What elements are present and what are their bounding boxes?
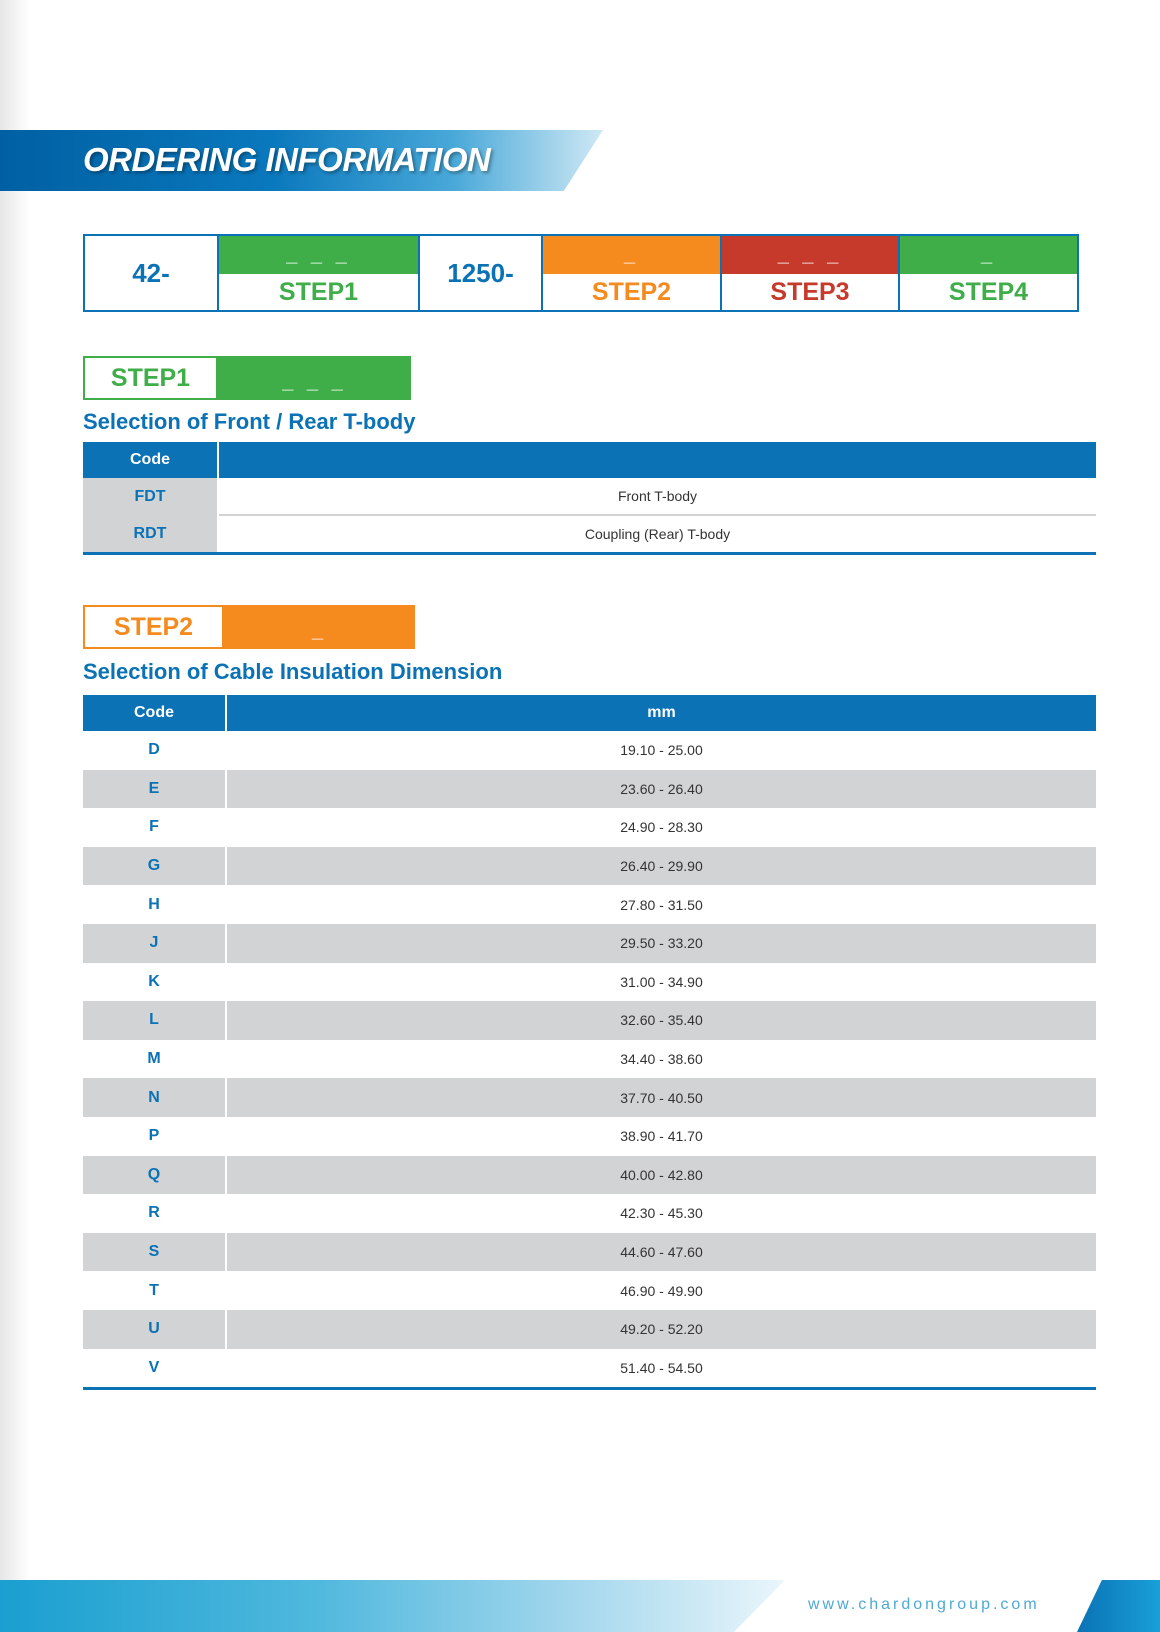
row-description: Front T-body: [218, 478, 1096, 515]
table-row: [83, 1271, 1096, 1310]
part-step2-label: STEP2: [591, 277, 672, 306]
table-row: [83, 1310, 1096, 1349]
row-mm-range: 51.40 - 54.50: [620, 1359, 703, 1376]
step1-tag-placeholder: _ _ _: [218, 356, 411, 400]
row-code: D: [83, 731, 226, 770]
step1-table: [83, 442, 1096, 555]
row-code: F: [83, 808, 226, 847]
step1-title: Selection of Front / Rear T-body: [83, 409, 416, 434]
footer-corner-accent: [1077, 1580, 1160, 1632]
row-mm-range: 32.60 - 35.40: [226, 1001, 1096, 1040]
column-header-description: [218, 442, 1096, 478]
row-code: K: [83, 963, 226, 1002]
part-step2-cell: [543, 236, 722, 310]
footer-url: www.chardongroup.com: [808, 1596, 1040, 1613]
table-header-row: [83, 442, 1096, 478]
table-row: [83, 731, 1096, 770]
row-code: T: [83, 1271, 226, 1310]
table-row: [83, 515, 1096, 554]
footer-bar: [0, 1580, 785, 1632]
part-step1-placeholder: _ _ _: [219, 236, 418, 274]
row-mm-range: 31.00 - 34.90: [620, 973, 703, 990]
table-row: [83, 847, 1096, 886]
part-prefix: 42-: [85, 236, 219, 310]
row-code: Q: [83, 1156, 226, 1195]
table-row: [83, 478, 1096, 515]
page-edge-shade: [0, 0, 30, 1632]
table-row: [83, 1156, 1096, 1195]
row-code: M: [83, 1040, 226, 1079]
page-title: ORDERING INFORMATION: [83, 141, 491, 178]
step1-tag: [83, 356, 411, 400]
row-code: RDT: [83, 515, 218, 554]
table-row: [83, 1001, 1096, 1040]
row-mm-range: 19.10 - 25.00: [620, 742, 703, 759]
row-code: H: [83, 885, 226, 924]
row-code: J: [83, 924, 226, 963]
row-code: L: [83, 1001, 226, 1040]
table-row: [83, 1040, 1096, 1079]
row-code: G: [83, 847, 226, 886]
row-code: V: [83, 1349, 226, 1389]
part-number-box: [83, 234, 1079, 312]
part-middle: 1250-: [420, 236, 543, 310]
table-row: [83, 1233, 1096, 1272]
row-mm-range: 42.30 - 45.30: [620, 1205, 703, 1222]
table-row: [83, 1349, 1096, 1389]
column-header-code: Code: [83, 695, 226, 731]
table-row: [83, 808, 1096, 847]
row-code: N: [83, 1078, 226, 1117]
step2-tag-placeholder: _: [224, 605, 415, 649]
row-mm-range: 34.40 - 38.60: [620, 1051, 703, 1068]
row-mm-range: 24.90 - 28.30: [620, 819, 703, 836]
row-mm-range: 44.60 - 47.60: [226, 1233, 1096, 1272]
part-step1-cell: [219, 236, 420, 310]
row-mm-range: 26.40 - 29.90: [226, 847, 1096, 886]
part-step3-cell: [722, 236, 900, 310]
part-step4-cell: [900, 236, 1077, 310]
row-code: U: [83, 1310, 226, 1349]
part-step3-placeholder: _ _ _: [722, 236, 898, 274]
row-code: R: [83, 1194, 226, 1233]
row-mm-range: 38.90 - 41.70: [620, 1128, 703, 1145]
step2-tag: [83, 605, 415, 649]
table-row: [83, 885, 1096, 924]
step1-tag-label: STEP1: [83, 356, 218, 400]
row-mm-range: 49.20 - 52.20: [226, 1310, 1096, 1349]
table-header-row: [83, 695, 1096, 731]
step2-table: [83, 695, 1096, 1390]
table-row: [83, 1078, 1096, 1117]
row-mm-range: 27.80 - 31.50: [620, 896, 703, 913]
table-row: [83, 770, 1096, 809]
row-mm-range: 23.60 - 26.40: [226, 770, 1096, 809]
row-description: Coupling (Rear) T-body: [584, 526, 731, 542]
row-code: E: [83, 770, 226, 809]
part-step2-placeholder: _: [543, 236, 720, 274]
part-step1-label: STEP1: [278, 277, 359, 306]
row-mm-range: 46.90 - 49.90: [620, 1282, 703, 1299]
column-header-mm: mm: [226, 695, 1096, 731]
row-code: FDT: [83, 478, 218, 515]
table-row: [83, 1117, 1096, 1156]
step2-title: Selection of Cable Insulation Dimension: [83, 659, 503, 684]
column-header-code: Code: [83, 442, 218, 478]
row-code: S: [83, 1233, 226, 1272]
table-row: [83, 963, 1096, 1002]
row-mm-range: 37.70 - 40.50: [226, 1078, 1096, 1117]
table-row: [83, 1194, 1096, 1233]
part-step3-label: STEP3: [770, 277, 850, 306]
row-mm-range: 29.50 - 33.20: [226, 924, 1096, 963]
part-step4-label: STEP4: [948, 277, 1029, 306]
row-code: P: [83, 1117, 226, 1156]
row-mm-range: 40.00 - 42.80: [226, 1156, 1096, 1195]
part-step4-placeholder: _: [900, 236, 1077, 274]
table-row: [83, 924, 1096, 963]
step2-tag-label: STEP2: [83, 605, 224, 649]
